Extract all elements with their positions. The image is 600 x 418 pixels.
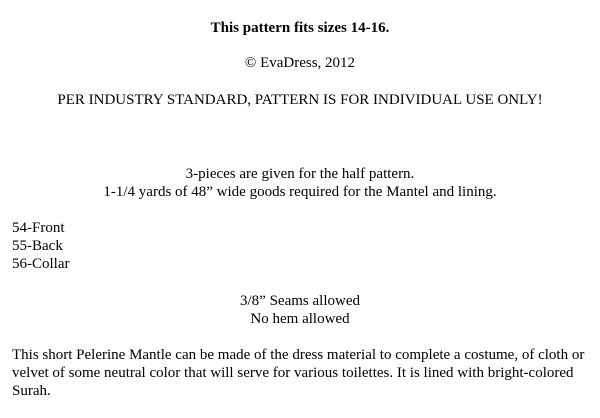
description-paragraph: This short Pelerine Mantle can be made of the dress material to complete a costume, of cloth or velvet of some neutral color that will serve for various toilettes. It is lined with bright-colored Surah. bbox=[12, 347, 585, 399]
sizes-heading: This pattern fits sizes 14-16. bbox=[210, 20, 390, 36]
usage-notice: PER INDUSTRY STANDARD, PATTERN IS FOR INDIVIDUAL USE ONLY! bbox=[57, 92, 543, 108]
seam-allowance-line: 3/8” Seams allowed bbox=[240, 293, 360, 309]
pieces-count-line: 3-pieces are given for the half pattern. bbox=[185, 166, 415, 182]
hem-allowance-line: No hem allowed bbox=[250, 311, 350, 327]
piece-item-back: 55-Back bbox=[12, 238, 63, 254]
piece-item-collar: 56-Collar bbox=[12, 256, 70, 272]
yardage-line: 1-1/4 yards of 48” wide goods required for the Mantel and lining. bbox=[103, 184, 497, 200]
copyright-line: © EvaDress, 2012 bbox=[244, 55, 356, 71]
piece-item-front: 54-Front bbox=[12, 220, 65, 236]
